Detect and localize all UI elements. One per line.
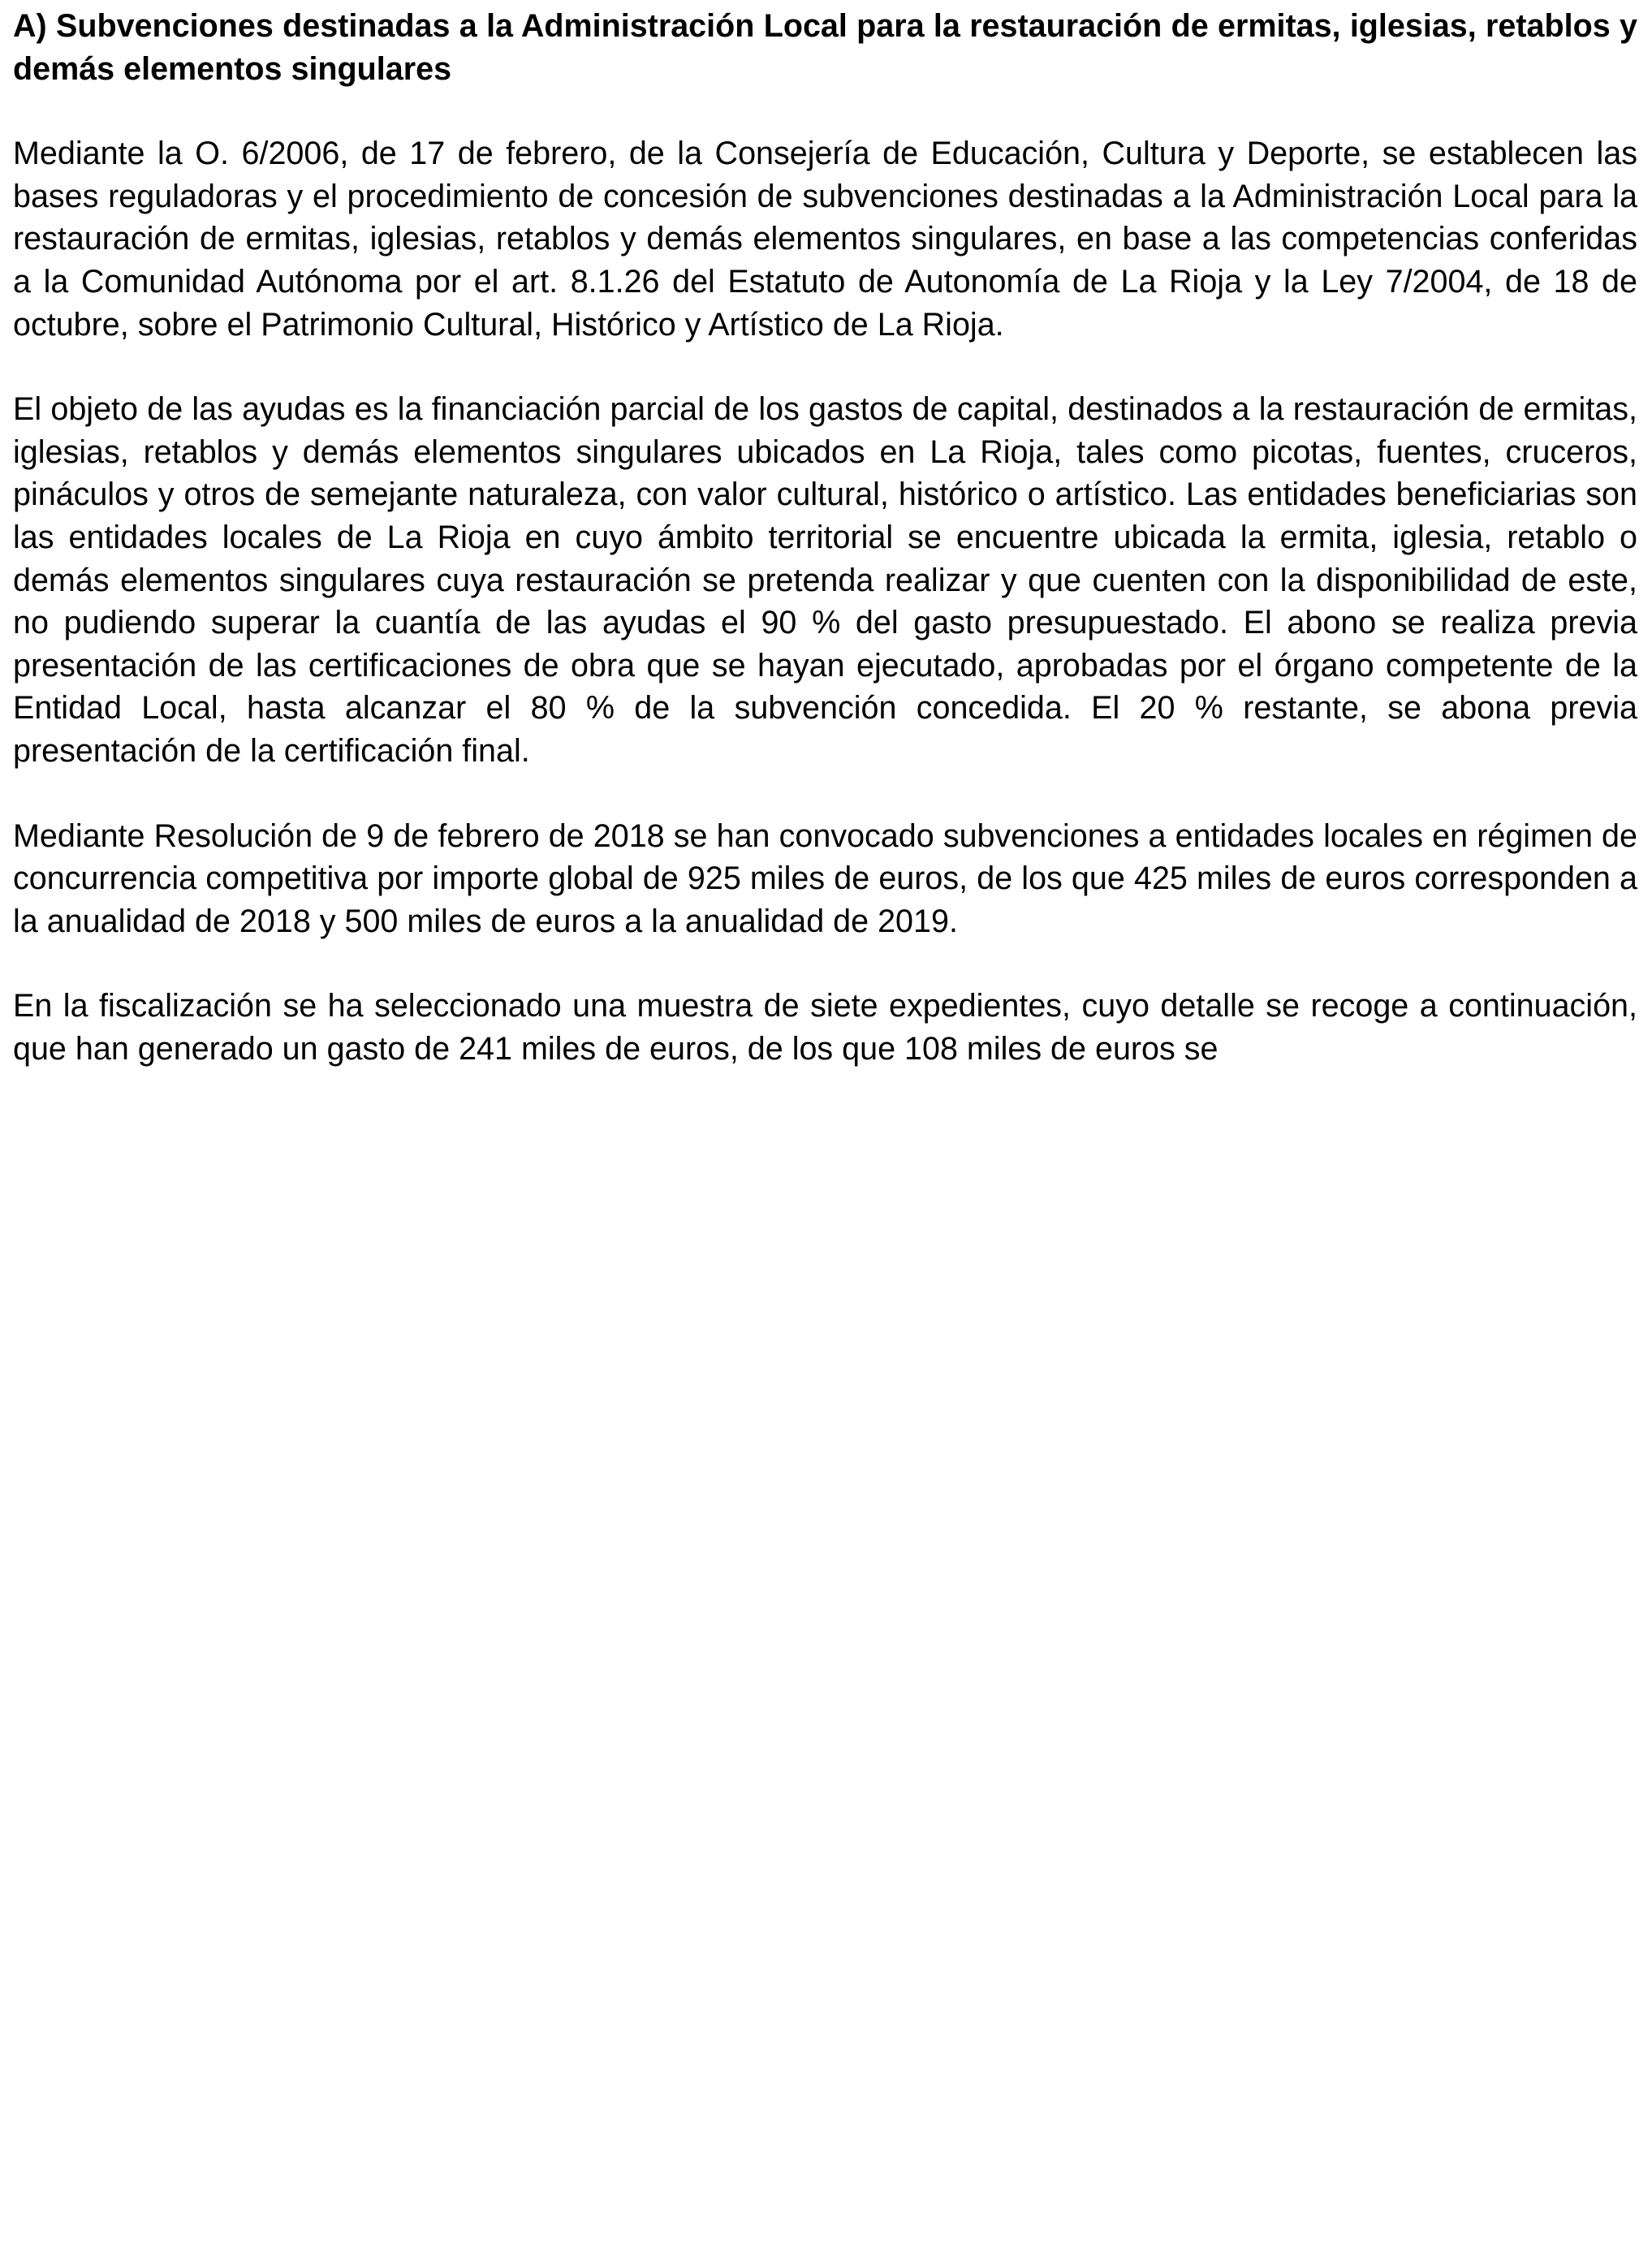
spacer — [13, 773, 1637, 815]
paragraph-resolution: Mediante Resolución de 9 de febrero de 2018 se han convocado subvenciones a entidades locales en régimen de concurrencia competitiva por importe global de 925 miles de euros, de los que 425 miles de euros corresponden a la anualidad de 2018 y 500 miles de euros a la anualidad de 2019. — [13, 817, 1637, 939]
paragraph-sample: En la fiscalización se ha seleccionado una muestra de siete expedientes, cuyo detalle se recoge a continuación, que han generado un gasto de 241 miles de euros, de los que 108 miles de euros se — [13, 988, 1637, 1067]
document-page — [13, 0, 1637, 1070]
section-heading: A) Subvenciones destinadas a la Administración Local para la restauración de ermitas, iglesias, retablos y demás elementos singulares — [13, 8, 1637, 87]
paragraph-aid-object: El objeto de las ayudas es la financiación parcial de los gastos de capital, destinados a la restauración de ermitas, iglesias, retablos y demás elementos singulares ubicados en La Rioja, tales como picotas, fuentes, cruceros, pináculos y otros de semejante naturaleza, con valor cultural, histórico o artístico. Las entidades beneficiarias son las entidades locales de La Rioja en cuyo ámbito territorial se encuentre ubicada la ermita, iglesia, retablo o demás elementos singulares cuya restauración se pretenda realizar y que cuenten con la disponibilidad de este, no pudiendo superar la cuantía de las ayudas el 90 % del gasto presupuestado. El abono se realiza previa presentación de las certificaciones de obra que se hayan ejecutado, aprobadas por el órgano competente de la Entidad Local, hasta alcanzar el 80 % de la subvención concedida. El 20 % restante, se abona previa presentación de la certificación final. — [13, 391, 1637, 769]
spacer — [13, 942, 1637, 985]
spacer — [13, 90, 1637, 132]
spacer — [13, 346, 1637, 388]
paragraph-legal-basis: Mediante la O. 6/2006, de 17 de febrero, de la Consejería de Educación, Cultura y Deporte, se establecen las bases reguladoras y el procedimiento de concesión de subvenciones destinadas a la Administración Local para la restauración de ermitas, iglesias, retablos y demás elementos singulares, en base a las competencias conferidas a la Comunidad Autónoma por el art. 8.1.26 del Estatuto de Autonomía de La Rioja y la Ley 7/2004, de 18 de octubre, sobre el Patrimonio Cultural, Histórico y Artístico de La Rioja. — [13, 136, 1637, 343]
